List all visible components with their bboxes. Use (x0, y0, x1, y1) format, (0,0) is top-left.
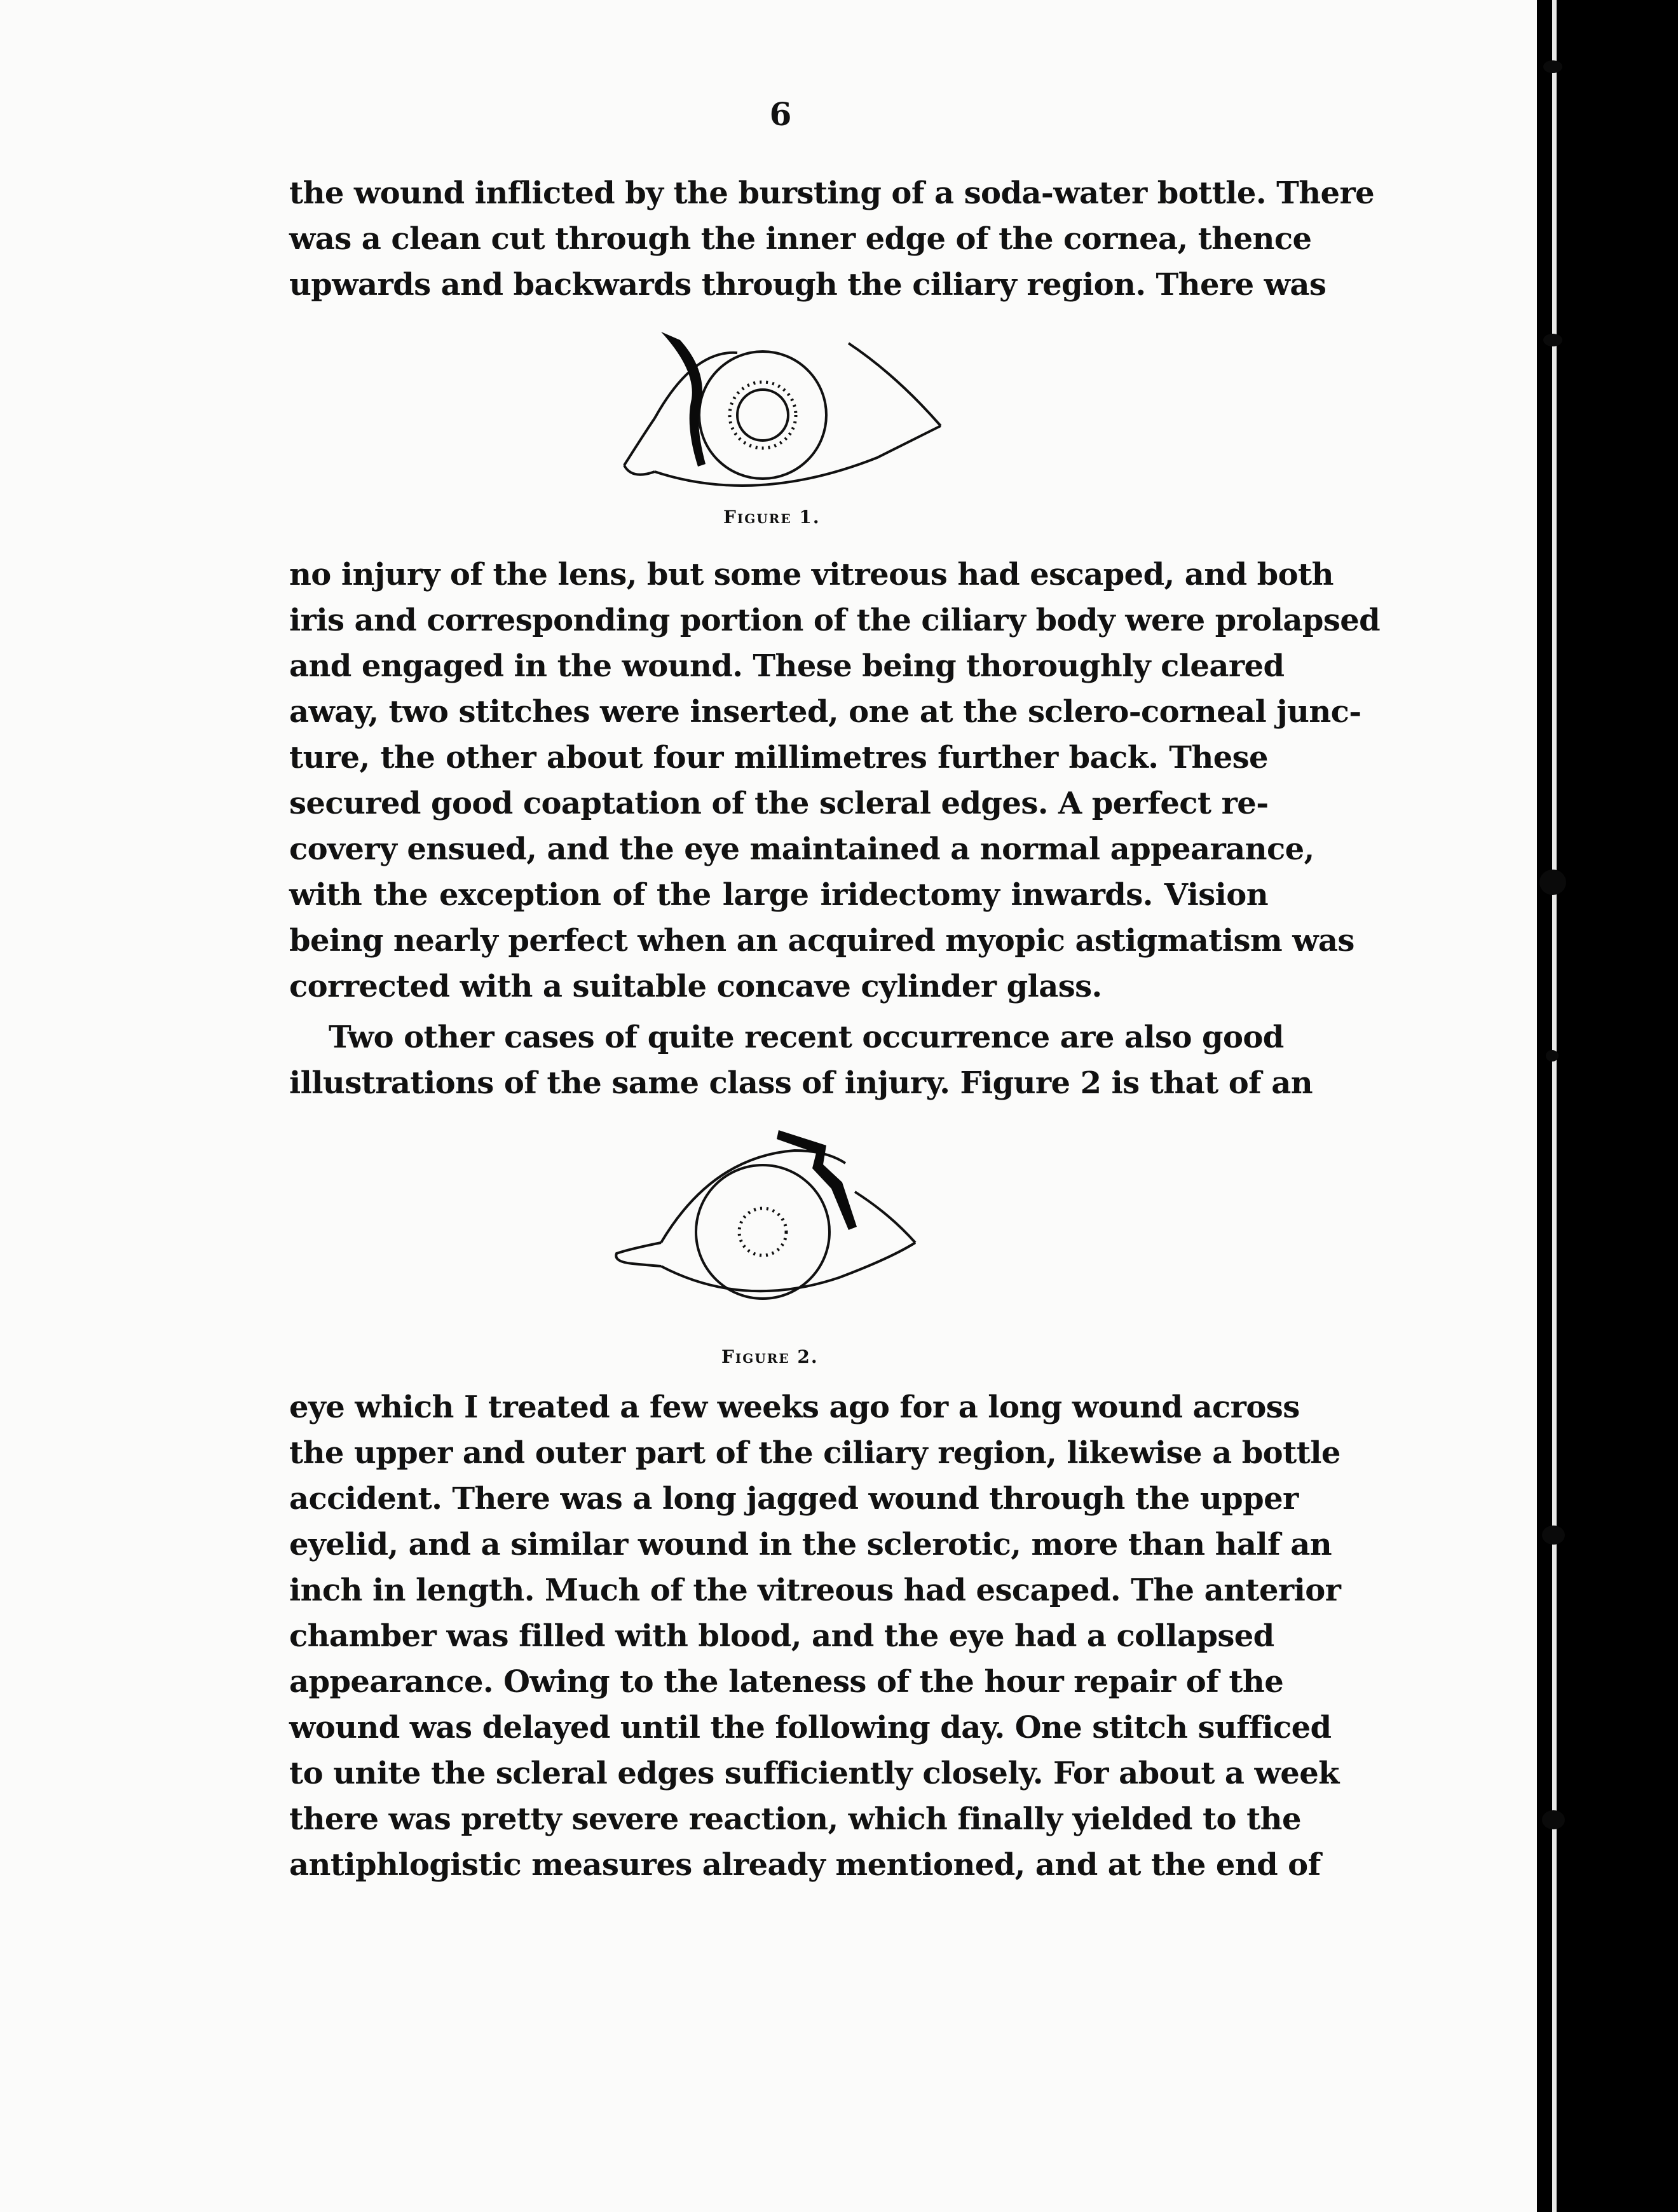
text-line: to unite the scleral edges sufficiently closely. For about a week (289, 1756, 1339, 1791)
text-line: iris and corresponding portion of the ciliary body were prolapsed (289, 603, 1381, 638)
text-line: accident. There was a long jagged wound through the upper (289, 1481, 1299, 1517)
figure-1-caption: Figure 1. (723, 507, 821, 528)
binding-mark (1539, 870, 1566, 895)
text-line: chamber was filled with blood, and the eye had a collapsed (289, 1618, 1274, 1654)
figure-2-eye-illustration (604, 1119, 960, 1309)
paragraph-4 (289, 1384, 1341, 1888)
text-line: eye which I treated a few weeks ago for a long wound across (289, 1389, 1300, 1425)
text-line: secured good coaptation of the scleral edges. A perfect re- (289, 786, 1269, 821)
text-line: wound was delayed until the following day. One stitch sufficed (289, 1710, 1332, 1745)
text-line: corrected with a suitable concave cylinder glass. (289, 969, 1102, 1004)
figure-1-eye-illustration (610, 324, 966, 496)
text-line: Two other cases of quite recent occurrence are also good (329, 1020, 1284, 1055)
text-line: inch in length. Much of the vitreous had escaped. The anterior (289, 1573, 1341, 1608)
text-line: with the exception of the large iridectomy inwards. Vision (289, 877, 1268, 913)
binding-mark (1542, 1810, 1565, 1829)
text-line: upwards and backwards through the ciliary region. There was (289, 267, 1327, 303)
scan-gutter (1537, 0, 1678, 2212)
text-line: the upper and outer part of the ciliary region, likewise a bottle (289, 1435, 1340, 1471)
binding-mark (1543, 334, 1562, 346)
paragraph-2 (289, 552, 1381, 1009)
text-line: the wound inflicted by the bursting of a soda-water bottle. There (289, 175, 1375, 211)
text-line: was a clean cut through the inner edge of the cornea, thence (289, 221, 1312, 257)
text-line: appearance. Owing to the lateness of the hour repair of the (289, 1664, 1284, 1700)
text-line: no injury of the lens, but some vitreous had escaped, and both (289, 557, 1334, 592)
figure-2-caption: Figure 2. (721, 1346, 819, 1367)
text-line: away, two stitches were inserted, one at the sclero-corneal junc- (289, 694, 1361, 730)
text-line: antiphlogistic measures already mentioned, and at the end of (289, 1847, 1321, 1883)
text-line: there was pretty severe reaction, which finally yielded to the (289, 1801, 1301, 1837)
page-number: 6 (769, 95, 792, 133)
paragraph-3 (289, 1014, 1313, 1106)
binding-mark (1543, 60, 1562, 73)
paragraph-1 (289, 170, 1375, 308)
text-line: illustrations of the same class of injury. Figure 2 is that of an (289, 1065, 1313, 1101)
binding-mark (1546, 1050, 1559, 1062)
binding-mark (1542, 1526, 1565, 1545)
text-line: covery ensued, and the eye maintained a normal appearance, (289, 831, 1314, 867)
text-line: being nearly perfect when an acquired myopic astigmatism was (289, 923, 1354, 959)
text-line: and engaged in the wound. These being thoroughly cleared (289, 648, 1285, 684)
text-line: ture, the other about four millimetres further back. These (289, 740, 1268, 775)
binding-edge-line (1552, 0, 1557, 2212)
text-line: eyelid, and a similar wound in the sclerotic, more than half an (289, 1527, 1332, 1562)
